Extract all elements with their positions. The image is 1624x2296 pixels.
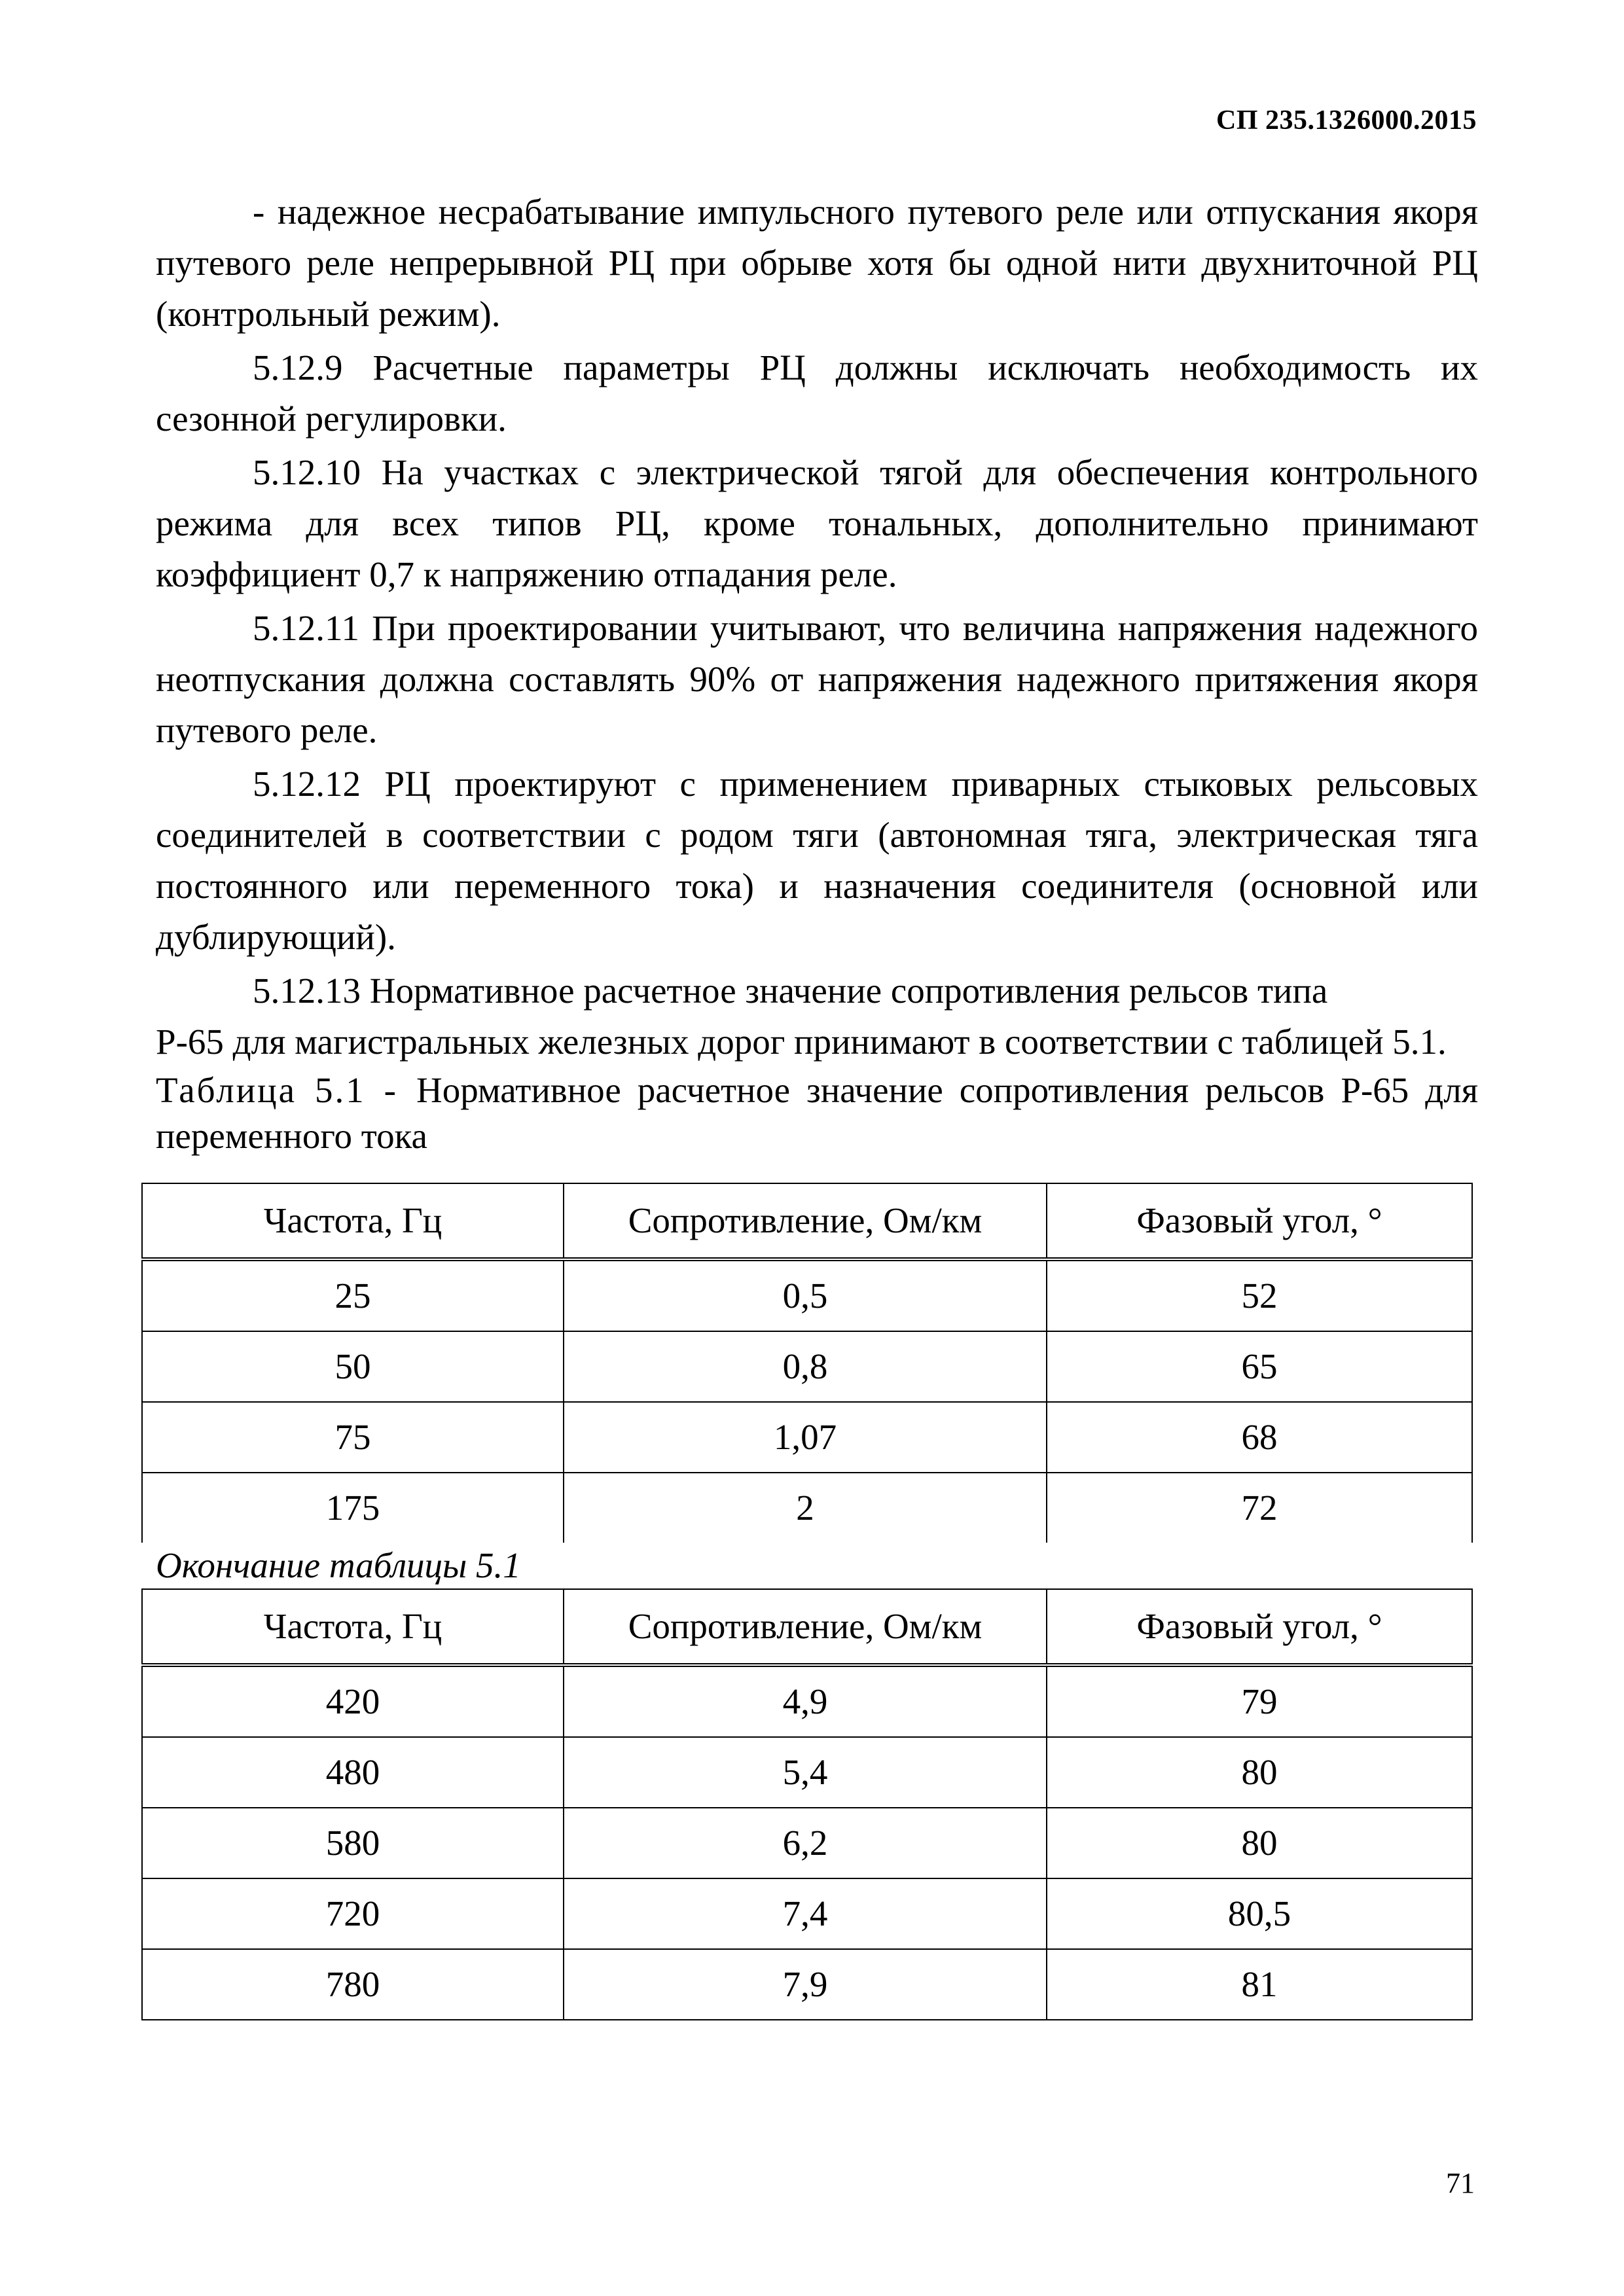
cell-resistance: 6,2 [564,1808,1047,1878]
document-code: СП 235.1326000.2015 [1216,105,1477,135]
cell-phase-angle: 80,5 [1047,1878,1472,1949]
table-caption-label: Таблица 5.1 - [156,1070,416,1110]
paragraph-5-12-13-line2: Р-65 для магистральных железных дорог принимают в соответствии с таблицей 5.1. [156,1022,1447,1062]
table-caption-text: Нормативное расчетное значение сопротивления рельсов Р-65 для переменного тока [156,1070,1478,1156]
cell-frequency: 175 [142,1473,564,1543]
cell-frequency: 75 [142,1402,564,1473]
cell-phase-angle: 65 [1047,1331,1472,1402]
paragraph-5-12-11: 5.12.11 При проектировании учитывают, что величина напряжения надежного неотпускания должна составлять 90% от напряжения надежного притяжения якоря путевого реле. [156,608,1478,750]
table-header-row [142,1183,1472,1259]
paragraph-5-12-9: 5.12.9 Расчетные параметры РЦ должны исключать необходимость их сезонной регулировки. [156,348,1478,439]
header-resistance: Сопротивление, Ом/км [564,1589,1047,1665]
cell-phase-angle: 79 [1047,1665,1472,1737]
page-number: 71 [1446,2167,1475,2199]
cell-phase-angle: 80 [1047,1808,1472,1878]
cell-resistance: 2 [564,1473,1047,1543]
header-frequency: Частота, Гц [142,1183,564,1259]
table-row [142,1473,1472,1543]
table-caption [156,1067,1478,1159]
cell-frequency: 25 [142,1259,564,1331]
table-row [142,1402,1472,1473]
table-row [142,1949,1472,2020]
cell-frequency: 780 [142,1949,564,2020]
cell-resistance: 1,07 [564,1402,1047,1473]
cell-phase-angle: 80 [1047,1737,1472,1808]
cell-frequency: 580 [142,1808,564,1878]
table-header-row [142,1589,1472,1665]
resistance-table-part2 [141,1588,1473,2020]
paragraph-5-12-12: 5.12.12 РЦ проектируют с применением приварных стыковых рельсовых соединителей в соответствии с родом тяги (автономная тяга, электрическая тяга постоянного или переменного тока) и назначения соединителя (основной или дублирующий). [156,764,1478,957]
table-row [142,1808,1472,1878]
cell-frequency: 420 [142,1665,564,1737]
table-continuation-label: Окончание таблицы 5.1 [156,1545,521,1585]
header-phase-angle: Фазовый угол, ° [1047,1589,1472,1665]
page-content [156,187,1478,2020]
resistance-table-part1 [141,1183,1473,1543]
cell-phase-angle: 81 [1047,1949,1472,2020]
cell-phase-angle: 52 [1047,1259,1472,1331]
cell-phase-angle: 72 [1047,1473,1472,1543]
paragraph-5-12-13-line1: 5.12.13 Нормативное расчетное значение сопротивления рельсов типа [253,971,1328,1011]
header-frequency: Частота, Гц [142,1589,564,1665]
cell-frequency: 720 [142,1878,564,1949]
table-row [142,1878,1472,1949]
cell-resistance: 4,9 [564,1665,1047,1737]
table-row [142,1259,1472,1331]
cell-resistance: 5,4 [564,1737,1047,1808]
cell-resistance: 7,4 [564,1878,1047,1949]
cell-phase-angle: 68 [1047,1402,1472,1473]
table-row [142,1331,1472,1402]
cell-resistance: 0,5 [564,1259,1047,1331]
cell-resistance: 0,8 [564,1331,1047,1402]
cell-frequency: 480 [142,1737,564,1808]
cell-resistance: 7,9 [564,1949,1047,2020]
table-row [142,1737,1472,1808]
table-row [142,1665,1472,1737]
paragraph-reliable-release: - надежное несрабатывание импульсного путевого реле или отпускания якоря путевого реле непрерывной РЦ при обрыве хотя бы одной нити двухниточной РЦ (контрольный режим). [156,192,1478,334]
paragraph-5-12-10: 5.12.10 На участках с электрической тягой для обеспечения контрольного режима для всех типов РЦ, кроме тональных, дополнительно принимают коэффициент 0,7 к напряжению отпадания реле. [156,452,1478,594]
header-phase-angle: Фазовый угол, ° [1047,1183,1472,1259]
cell-frequency: 50 [142,1331,564,1402]
header-resistance: Сопротивление, Ом/км [564,1183,1047,1259]
